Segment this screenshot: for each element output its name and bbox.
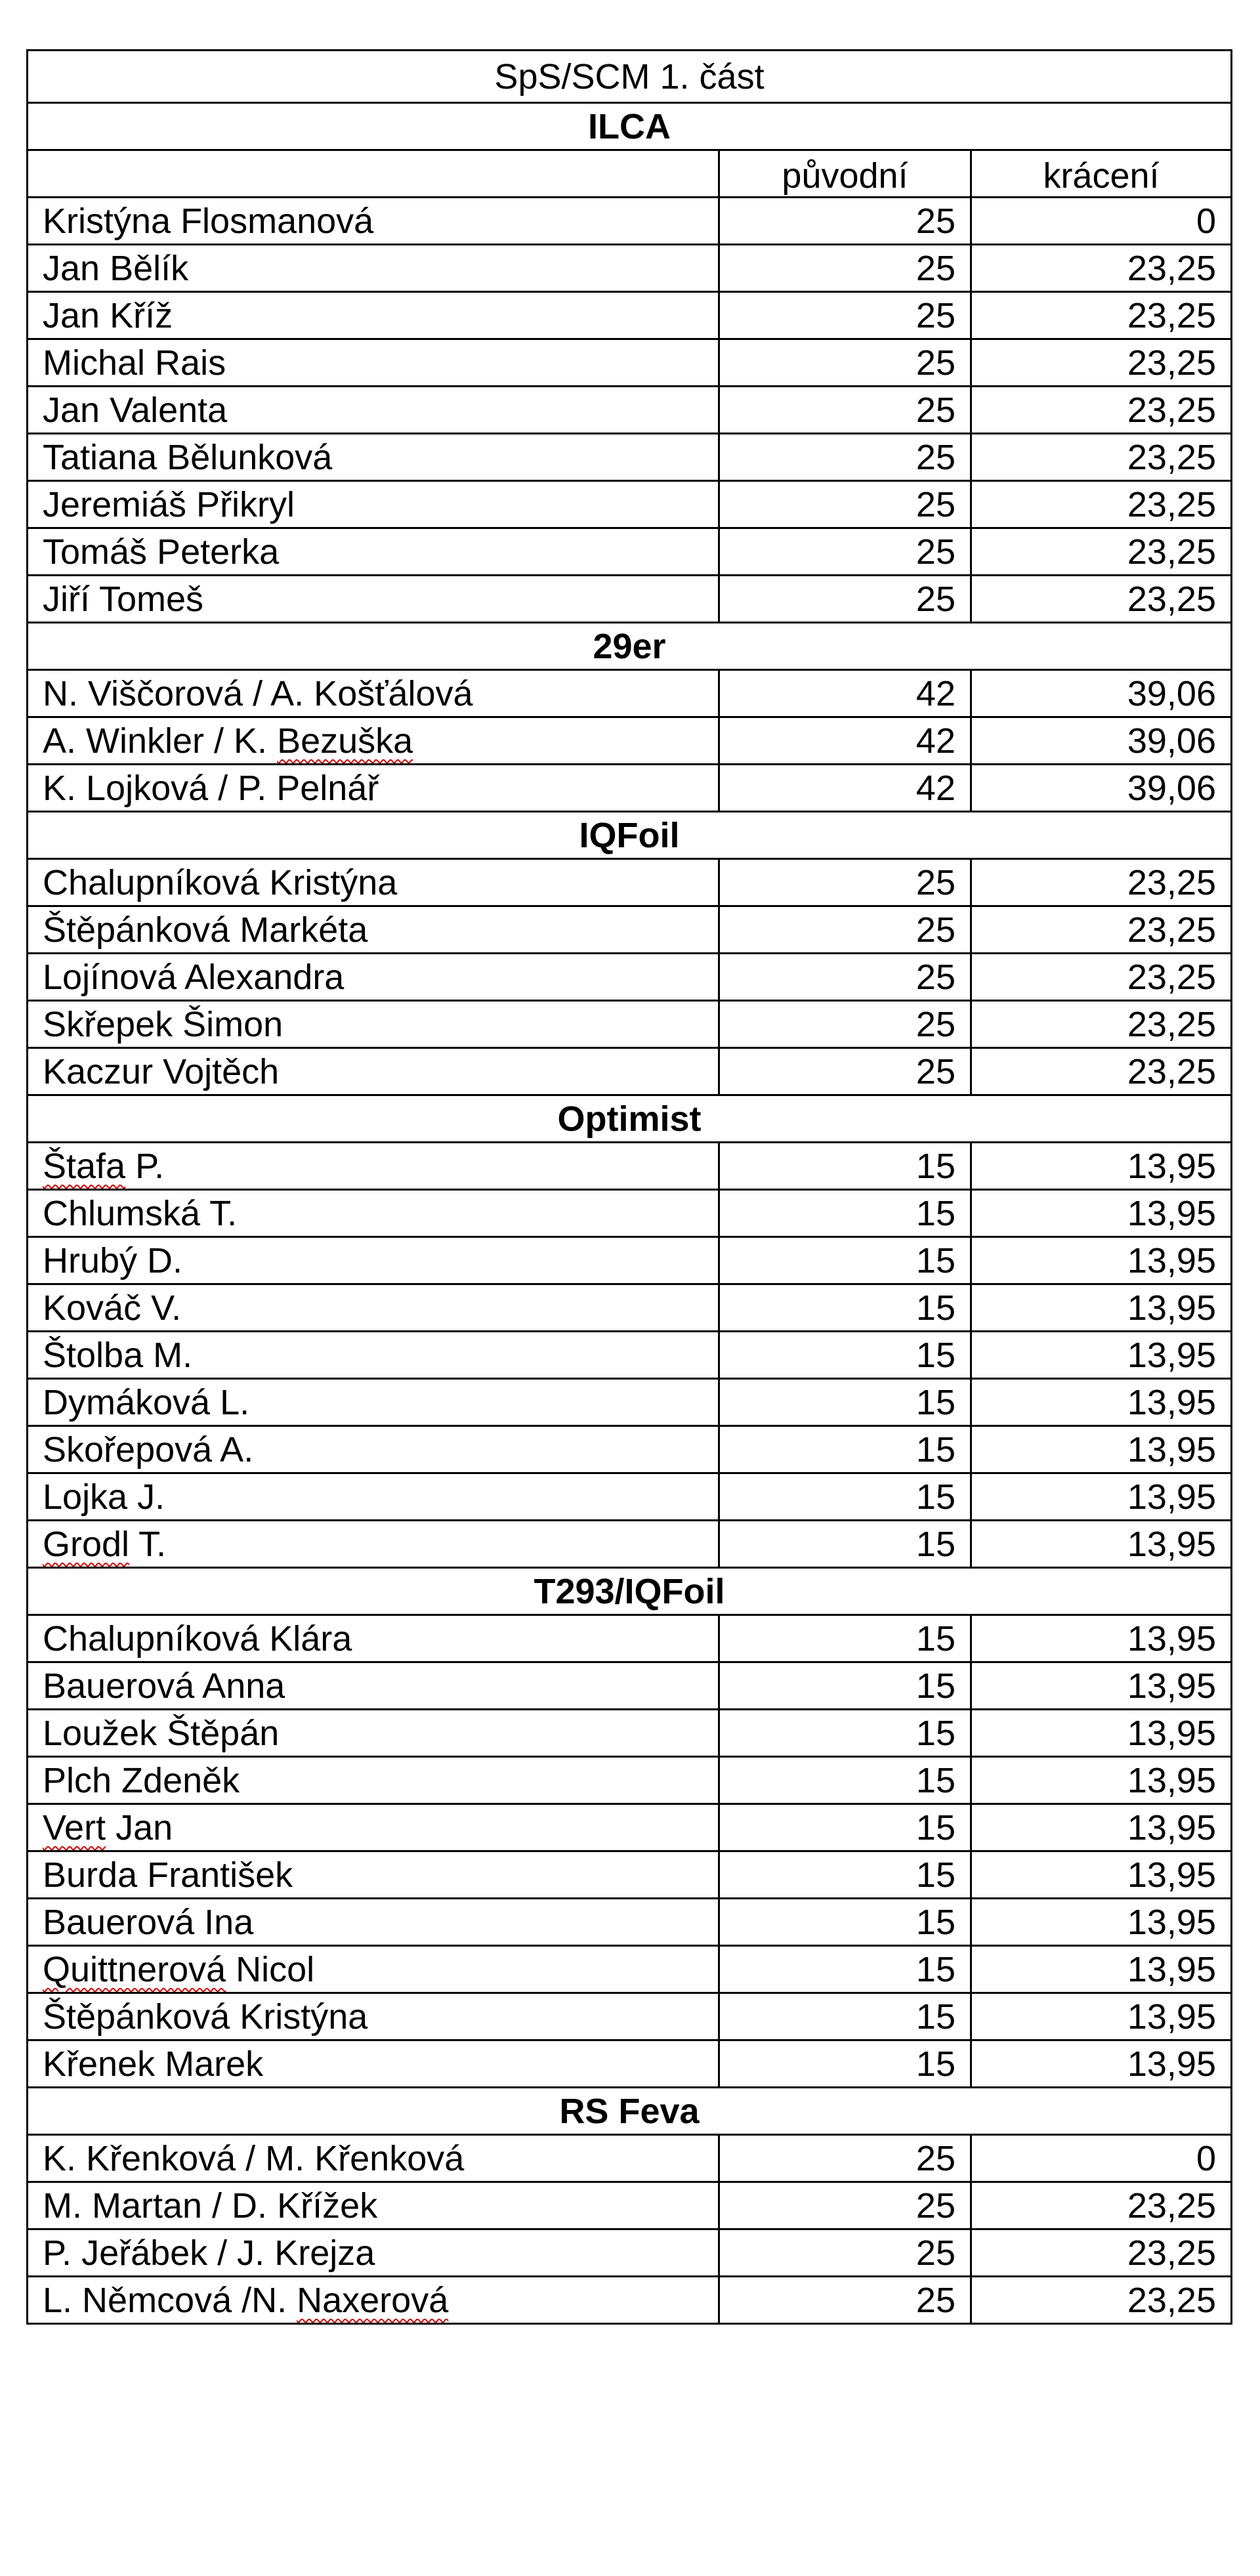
original-amount: 42 (719, 765, 971, 812)
table-row (28, 528, 1232, 576)
original-amount: 25 (719, 198, 971, 245)
original-amount: 25 (719, 292, 971, 339)
original-amount: 42 (719, 670, 971, 717)
section-title: RS Feva (28, 2088, 1232, 2135)
participant-name: K. Křenková / M. Křenková (28, 2135, 719, 2182)
table-row (28, 954, 1232, 1001)
table-title: SpS/SCM 1. část (28, 51, 1232, 103)
original-amount: 15 (719, 1237, 971, 1284)
reduced-amount: 23,25 (971, 1001, 1232, 1048)
original-amount: 15 (719, 1993, 971, 2040)
participant-name: Dymáková L. (28, 1379, 719, 1426)
reduced-amount: 23,25 (971, 2277, 1232, 2324)
table-row (28, 1284, 1232, 1332)
spellcheck-mark: Naxerová (297, 2280, 449, 2320)
original-amount: 15 (719, 1379, 971, 1426)
original-amount: 15 (719, 1757, 971, 1804)
table-row (28, 1237, 1232, 1284)
participant-name: N. Viščorová / A. Košťálová (28, 670, 719, 717)
original-amount: 15 (719, 1662, 971, 1710)
reduced-amount: 13,95 (971, 1190, 1232, 1237)
participant-name: M. Martan / D. Křížek (28, 2182, 719, 2229)
column-header-reduced: krácení (971, 150, 1232, 198)
original-amount: 15 (719, 1521, 971, 1568)
original-amount: 25 (719, 528, 971, 576)
reduced-amount: 23,25 (971, 2229, 1232, 2277)
original-amount: 15 (719, 1284, 971, 1332)
table-row (28, 2277, 1232, 2324)
reduced-amount: 13,95 (971, 1473, 1232, 1521)
participant-name: Tatiana Bělunková (28, 434, 719, 481)
table-row (28, 1615, 1232, 1662)
reduced-amount: 23,25 (971, 434, 1232, 481)
participant-name: Štolba M. (28, 1332, 719, 1379)
reduced-amount: 0 (971, 2135, 1232, 2182)
reduced-amount: 23,25 (971, 859, 1232, 906)
original-amount: 25 (719, 2135, 971, 2182)
section-header-row (28, 1568, 1232, 1615)
original-amount: 15 (719, 1473, 971, 1521)
table-row (28, 434, 1232, 481)
table-row (28, 1993, 1232, 2040)
reduced-amount: 13,95 (971, 1237, 1232, 1284)
participant-name: P. Jeřábek / J. Krejza (28, 2229, 719, 2277)
table-row (28, 245, 1232, 292)
participant-name: Plch Zdeněk (28, 1757, 719, 1804)
section-header-row (28, 1095, 1232, 1143)
reduced-amount: 13,95 (971, 1426, 1232, 1473)
column-header-original: původní (719, 150, 971, 198)
table-row (28, 1804, 1232, 1851)
table-row (28, 670, 1232, 717)
reduced-amount: 13,95 (971, 1662, 1232, 1710)
participant-name: Jan Kříž (28, 292, 719, 339)
table-row (28, 859, 1232, 906)
reduced-amount: 13,95 (971, 1284, 1232, 1332)
table-row (28, 2040, 1232, 2088)
table-row (28, 2182, 1232, 2229)
section-header-row (28, 812, 1232, 859)
section-header-row (28, 2088, 1232, 2135)
participant-name: Lojínová Alexandra (28, 954, 719, 1001)
original-amount: 25 (719, 434, 971, 481)
reduced-amount: 23,25 (971, 292, 1232, 339)
reduced-amount: 13,95 (971, 1804, 1232, 1851)
section-title: ILCA (28, 103, 1232, 150)
reduced-amount: 13,95 (971, 2040, 1232, 2088)
reduced-amount: 13,95 (971, 1757, 1232, 1804)
section-header-row (28, 103, 1232, 150)
participant-name: Chalupníková Kristýna (28, 859, 719, 906)
participant-name: Štěpánková Kristýna (28, 1993, 719, 2040)
table-row (28, 1521, 1232, 1568)
participant-name: A. Winkler / K. Bezuška (28, 717, 719, 765)
spellcheck-mark: Quittnerová (43, 1949, 226, 1989)
original-amount: 15 (719, 1851, 971, 1899)
reduced-amount: 13,95 (971, 1851, 1232, 1899)
participant-name: Skřepek Šimon (28, 1001, 719, 1048)
original-amount: 25 (719, 576, 971, 623)
table-row (28, 387, 1232, 434)
table-row (28, 576, 1232, 623)
participant-name: Kristýna Flosmanová (28, 198, 719, 245)
reduced-amount: 39,06 (971, 717, 1232, 765)
section-title: 29er (28, 623, 1232, 670)
table-row (28, 1379, 1232, 1426)
reduced-amount: 39,06 (971, 670, 1232, 717)
table-row (28, 1710, 1232, 1757)
original-amount: 25 (719, 2182, 971, 2229)
participant-name: Lojka J. (28, 1473, 719, 1521)
reduced-amount: 0 (971, 198, 1232, 245)
participant-name: Jan Bělík (28, 245, 719, 292)
reduced-amount: 13,95 (971, 1899, 1232, 1946)
table-row (28, 1190, 1232, 1237)
table-row (28, 2229, 1232, 2277)
reduced-amount: 13,95 (971, 1993, 1232, 2040)
reduced-amount: 39,06 (971, 765, 1232, 812)
table-row (28, 906, 1232, 954)
table-row (28, 1332, 1232, 1379)
column-header-row (28, 150, 1232, 198)
original-amount: 15 (719, 1143, 971, 1190)
reduced-amount: 13,95 (971, 1332, 1232, 1379)
original-amount: 25 (719, 339, 971, 387)
table-row (28, 1001, 1232, 1048)
original-amount: 25 (719, 1001, 971, 1048)
original-amount: 15 (719, 1332, 971, 1379)
participant-name: Bauerová Anna (28, 1662, 719, 1710)
spellcheck-mark: Grodl (43, 1524, 130, 1564)
section-title: IQFoil (28, 812, 1232, 859)
table-row (28, 1899, 1232, 1946)
original-amount: 15 (719, 1710, 971, 1757)
participant-name: L. Němcová /N. Naxerová (28, 2277, 719, 2324)
original-amount: 42 (719, 717, 971, 765)
original-amount: 25 (719, 481, 971, 528)
section-header-row (28, 623, 1232, 670)
participant-name: Štěpánková Markéta (28, 906, 719, 954)
participant-name: Hrubý D. (28, 1237, 719, 1284)
participant-name: Kováč V. (28, 1284, 719, 1332)
table-row (28, 1851, 1232, 1899)
table-row (28, 1757, 1232, 1804)
table-row (28, 1426, 1232, 1473)
section-title: Optimist (28, 1095, 1232, 1143)
spellcheck-mark: Štafa (43, 1146, 126, 1186)
reduced-amount: 23,25 (971, 906, 1232, 954)
table-row (28, 339, 1232, 387)
original-amount: 25 (719, 387, 971, 434)
table-row (28, 1662, 1232, 1710)
original-amount: 15 (719, 1804, 971, 1851)
reduced-amount: 13,95 (971, 1379, 1232, 1426)
table-row (28, 1473, 1232, 1521)
participant-name: Grodl T. (28, 1521, 719, 1568)
original-amount: 15 (719, 1426, 971, 1473)
participant-name: Bauerová Ina (28, 1899, 719, 1946)
reduced-amount: 13,95 (971, 1521, 1232, 1568)
participant-name: K. Lojková / P. Pelnář (28, 765, 719, 812)
reduced-amount: 23,25 (971, 576, 1232, 623)
table-row (28, 1048, 1232, 1095)
reduced-amount: 23,25 (971, 387, 1232, 434)
original-amount: 25 (719, 2277, 971, 2324)
original-amount: 25 (719, 1048, 971, 1095)
original-amount: 25 (719, 245, 971, 292)
participant-name: Kaczur Vojtěch (28, 1048, 719, 1095)
table-row (28, 2135, 1232, 2182)
title-row (28, 51, 1232, 103)
spellcheck-mark: Vert (43, 1807, 106, 1848)
reduced-amount: 23,25 (971, 1048, 1232, 1095)
participant-name: Jiří Tomeš (28, 576, 719, 623)
table-row (28, 481, 1232, 528)
table-row (28, 717, 1232, 765)
reduced-amount: 13,95 (971, 1615, 1232, 1662)
column-header-blank (28, 150, 719, 198)
participant-name: Chlumská T. (28, 1190, 719, 1237)
reduced-amount: 23,25 (971, 954, 1232, 1001)
participant-name: Jeremiáš Přikryl (28, 481, 719, 528)
participant-name: Michal Rais (28, 339, 719, 387)
original-amount: 25 (719, 2229, 971, 2277)
participant-name: Štafa P. (28, 1143, 719, 1190)
participant-name: Burda František (28, 1851, 719, 1899)
original-amount: 25 (719, 906, 971, 954)
table-row (28, 198, 1232, 245)
reduced-amount: 13,95 (971, 1710, 1232, 1757)
original-amount: 15 (719, 1946, 971, 1993)
participant-name: Jan Valenta (28, 387, 719, 434)
participant-name: Křenek Marek (28, 2040, 719, 2088)
original-amount: 15 (719, 1899, 971, 1946)
participant-name: Chalupníková Klára (28, 1615, 719, 1662)
spellcheck-mark: Bezuška (277, 721, 413, 761)
table-row (28, 765, 1232, 812)
results-table (26, 49, 1232, 2325)
original-amount: 15 (719, 1615, 971, 1662)
participant-name: Skořepová A. (28, 1426, 719, 1473)
section-title: T293/IQFoil (28, 1568, 1232, 1615)
reduced-amount: 13,95 (971, 1946, 1232, 1993)
original-amount: 15 (719, 2040, 971, 2088)
reduced-amount: 23,25 (971, 339, 1232, 387)
table-row (28, 1946, 1232, 1993)
original-amount: 25 (719, 954, 971, 1001)
original-amount: 15 (719, 1190, 971, 1237)
reduced-amount: 13,95 (971, 1143, 1232, 1190)
original-amount: 25 (719, 859, 971, 906)
participant-name: Quittnerová Nicol (28, 1946, 719, 1993)
reduced-amount: 23,25 (971, 528, 1232, 576)
participant-name: Loužek Štěpán (28, 1710, 719, 1757)
participant-name: Vert Jan (28, 1804, 719, 1851)
reduced-amount: 23,25 (971, 2182, 1232, 2229)
reduced-amount: 23,25 (971, 481, 1232, 528)
table-row (28, 1143, 1232, 1190)
participant-name: Tomáš Peterka (28, 528, 719, 576)
table-row (28, 292, 1232, 339)
reduced-amount: 23,25 (971, 245, 1232, 292)
